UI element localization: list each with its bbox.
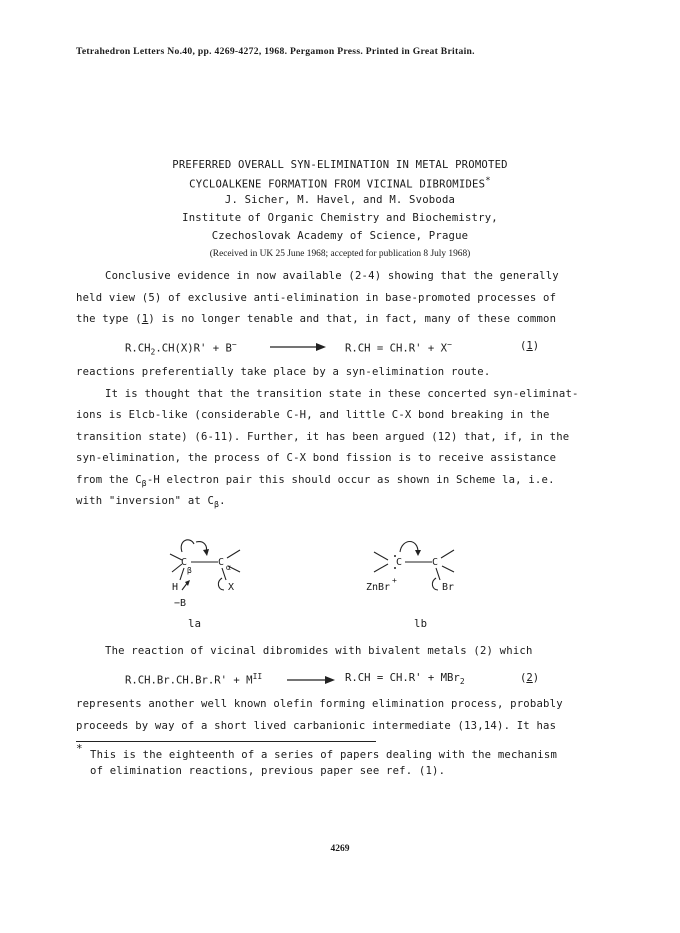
reaction-arrow-1 bbox=[268, 340, 328, 354]
page-number: 4269 bbox=[330, 844, 350, 854]
paragraph-2-line-6: with "inversion" at $C_\beta$. bbox=[76, 495, 226, 510]
paragraph-2-line-2: ions is Elcb-like (considerable C-H, and little C-X bond breaking in the bbox=[76, 409, 550, 421]
scheme-1a-structure bbox=[160, 532, 270, 614]
paragraph-2-line-5: from the $C_\beta-H$ electron pair this should occur as shown in Scheme la, i.e. bbox=[76, 474, 555, 489]
journal-header: Tetrahedron Letters No.40, pp. 4269-4272, 1968. Pergamon Press. Printed in Great Britain. bbox=[76, 46, 475, 57]
footnote-star: * bbox=[76, 742, 83, 755]
equation-2-product: R.CH = CH.R' + MBr$_2$ bbox=[345, 672, 465, 687]
paragraph-4-line-2: proceeds by way of a short lived carbanionic intermediate (13,14). It has bbox=[76, 720, 557, 732]
svg-text:−B: −B bbox=[174, 598, 187, 609]
scheme-1b-structure bbox=[362, 532, 472, 614]
title-line-1: PREFERRED OVERALL SYN-ELIMINATION IN METAL PROMOTED bbox=[172, 159, 508, 171]
received-dates: (Received in UK 25 June 1968; accepted for publication 8 July 1968) bbox=[209, 249, 471, 259]
svg-text:ZnBr: ZnBr bbox=[366, 582, 391, 593]
paragraph-1-line-2: held view (5) of exclusive anti-elimination in base-promoted processes of bbox=[76, 292, 557, 304]
paragraph-2-line-1: It is thought that the transition state in these concerted syn-eliminat- bbox=[105, 388, 579, 400]
affiliation-line-2: Czechoslovak Academy of Science, Prague bbox=[211, 230, 469, 242]
footnote-line-2: of elimination reactions, previous paper see ref. (1). bbox=[90, 765, 446, 777]
paragraph-3: The reaction of vicinal dibromides with bivalent metals (2) which bbox=[105, 645, 533, 657]
svg-text:H: H bbox=[172, 582, 179, 593]
svg-text:Br: Br bbox=[442, 582, 455, 593]
scheme-label-1b: lb bbox=[414, 618, 428, 630]
affiliation-line-1: Institute of Organic Chemistry and Biochemistry, bbox=[182, 212, 498, 224]
svg-text:C: C bbox=[432, 557, 439, 568]
svg-text:β: β bbox=[187, 566, 192, 575]
equation-1-label: (1) bbox=[520, 340, 540, 352]
svg-text:X: X bbox=[228, 582, 235, 593]
paragraph-1-end: reactions preferentially take place by a syn-elimination route. bbox=[76, 366, 491, 378]
equation-2-label: (2) bbox=[520, 672, 540, 684]
curved-arrow-icon bbox=[181, 540, 194, 552]
authors: J. Sicher, M. Havel, and M. Svoboda bbox=[224, 194, 456, 206]
paragraph-2-line-3: transition state) (6-11). Further, it has been argued (12) that, if, in the bbox=[76, 431, 570, 443]
svg-text:+: + bbox=[392, 576, 397, 585]
footnote-rule bbox=[76, 741, 376, 742]
paragraph-4-line-1: represents another well known olefin forming elimination process, probably bbox=[76, 698, 563, 710]
svg-text:α: α bbox=[226, 563, 231, 572]
svg-text:C: C bbox=[396, 557, 403, 568]
title-line-2: CYCLOALKENE FORMATION FROM VICINAL DIBROMIDES* bbox=[189, 176, 491, 191]
scheme-label-1a: la bbox=[188, 618, 202, 630]
footnote-line-1: This is the eighteenth of a series of papers dealing with the mechanism bbox=[90, 749, 558, 761]
paragraph-2-line-4: syn-elimination, the process of C-X bond fission is to receive assistance bbox=[76, 452, 557, 464]
equation-1-product: R.CH = CH.R' + X− bbox=[345, 340, 452, 355]
svg-text:C: C bbox=[181, 557, 188, 568]
reaction-arrow-2 bbox=[285, 673, 337, 687]
equation-2: $R.CH.Br.CH.Br.R' + M^{II}$ bbox=[125, 672, 263, 687]
equation-1: $R.CH_2.CH(X)R' + B^-$ bbox=[125, 340, 237, 357]
paragraph-1-line-3: the type (1) is no longer tenable and that, in fact, many of these common bbox=[76, 313, 557, 325]
paragraph-1-line-1: Conclusive evidence in now available (2-4) showing that the generally bbox=[105, 270, 559, 282]
svg-text:C: C bbox=[218, 557, 225, 568]
